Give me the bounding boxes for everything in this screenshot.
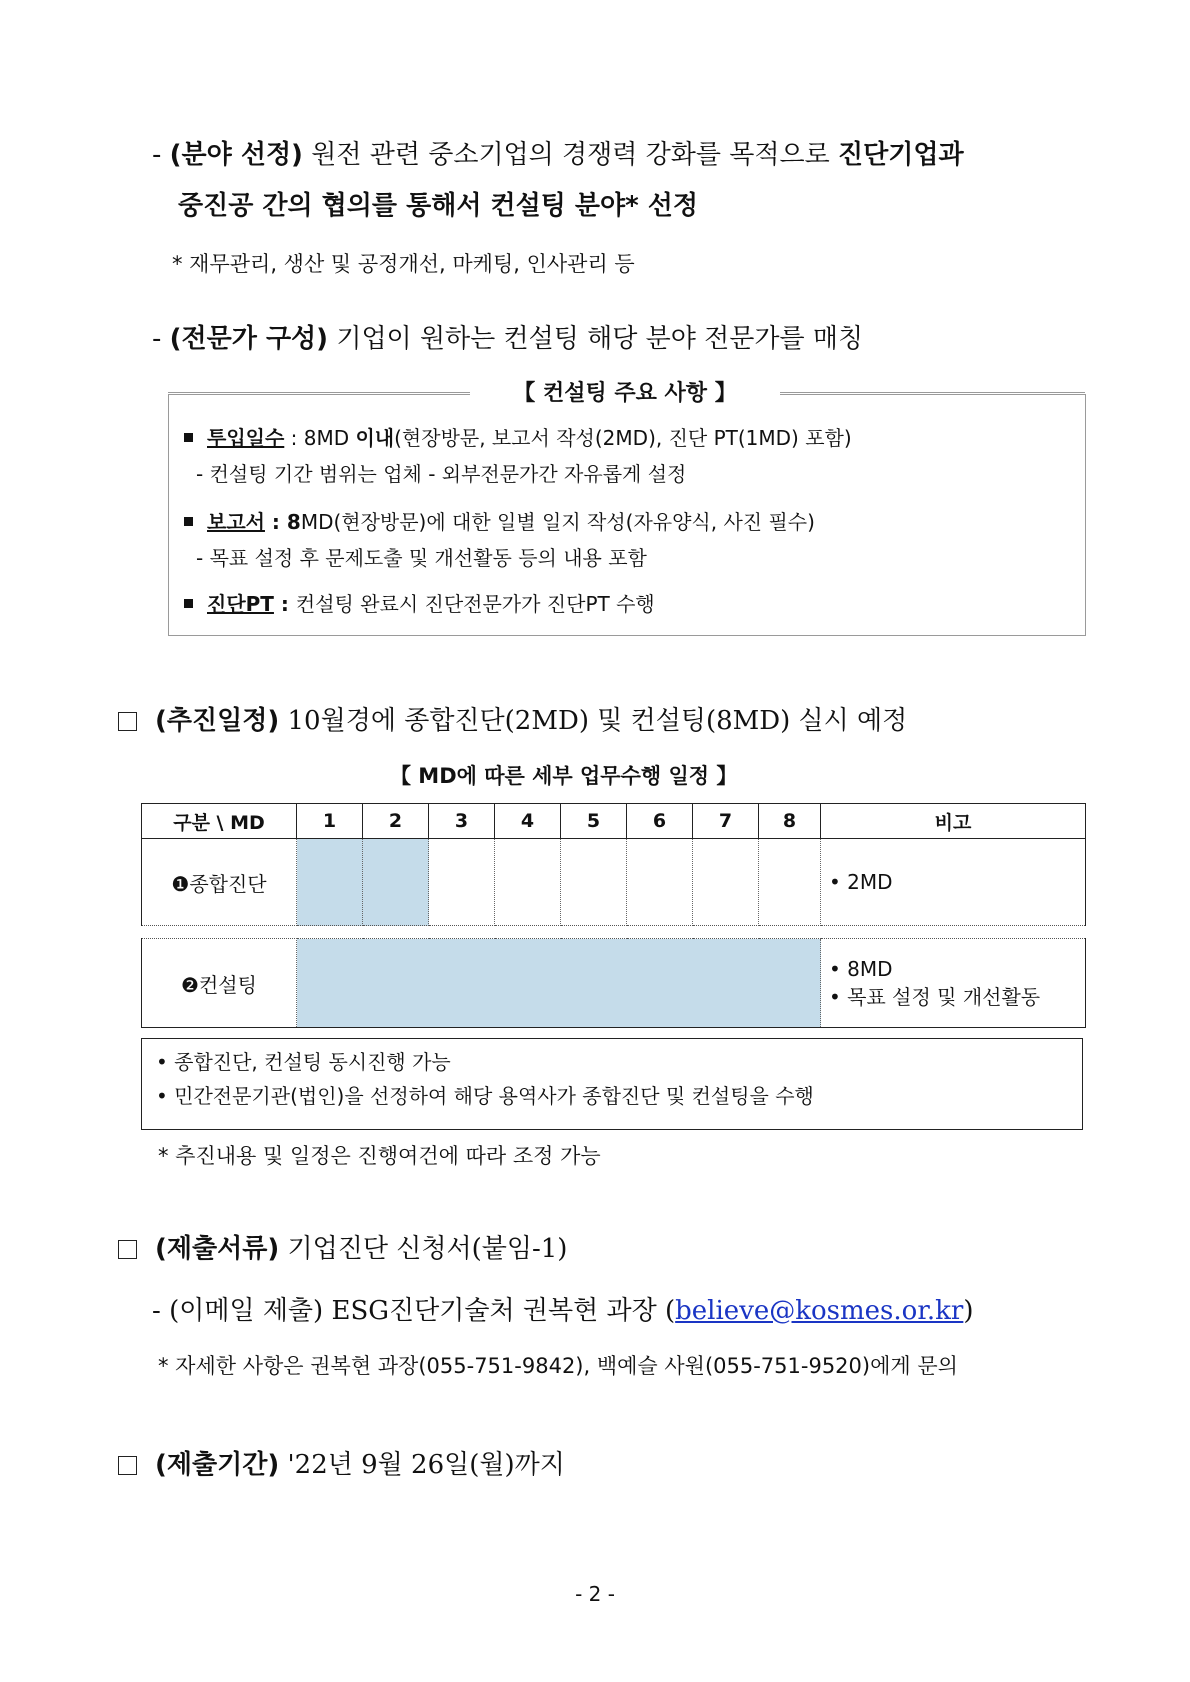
header-cell: 6 — [627, 804, 693, 839]
schedule-table — [141, 803, 1086, 1028]
row-note-line: • 2MD — [829, 870, 893, 894]
md-cell — [693, 839, 759, 926]
consulting-item-bold: 이내 — [355, 426, 395, 450]
schedule-heading — [118, 700, 907, 737]
checkbox-icon — [118, 1456, 137, 1475]
field-selection-label: (분야 선정) — [169, 140, 303, 170]
header-cell: 4 — [495, 804, 561, 839]
expert-composition-line — [152, 318, 863, 355]
email-close: ) — [963, 1296, 974, 1326]
consulting-item-label: 보고서 — [207, 510, 265, 534]
md-cell — [759, 939, 821, 1028]
schedule-table-title: 【 MD에 따른 세부 업무수행 일정 】 — [390, 764, 738, 788]
row-name: ❷컨설팅 — [142, 939, 297, 1028]
header-cell: 비고 — [821, 804, 1086, 839]
field-selection-note: * 재무관리, 생산 및 공정개선, 마케팅, 인사관리 등 — [172, 252, 635, 276]
box-top-rule — [168, 392, 470, 393]
header-cell: 2 — [363, 804, 429, 839]
header-cell: 5 — [561, 804, 627, 839]
md-cell — [429, 839, 495, 926]
contact-note: * 자세한 사항은 권복현 과장(055-751-9842), 백예슬 사원(055-751-9520)에게 문의 — [158, 1354, 958, 1378]
header-cell: 7 — [693, 804, 759, 839]
table-row — [142, 839, 1086, 926]
md-cell — [363, 839, 429, 926]
md-cell — [561, 839, 627, 926]
schedule-footnote: * 추진내용 및 일정은 진행여건에 따라 조정 가능 — [158, 1144, 601, 1168]
md-cell — [627, 939, 693, 1028]
md-cell — [693, 939, 759, 1028]
email-line — [152, 1290, 974, 1327]
table-note: • 민간전문기관(법인)을 선정하여 해당 용역사가 종합진단 및 컨설팅을 수행 — [156, 1084, 814, 1108]
email-link[interactable]: believe@kosmes.or.kr — [675, 1296, 964, 1326]
table-note: • 종합진단, 컨설팅 동시진행 가능 — [156, 1050, 451, 1074]
square-bullet-icon — [184, 599, 193, 608]
field-selection-line2: 중진공 간의 협의를 통해서 컨설팅 분야* 선정 — [178, 191, 698, 221]
md-cell — [297, 939, 363, 1028]
schedule-label: (추진일정) — [155, 706, 280, 736]
page-number: - 2 - — [575, 1582, 615, 1606]
dash: - — [152, 140, 162, 170]
field-selection-text: 원전 관련 중소기업의 경쟁력 강화를 목적으로 — [311, 140, 830, 170]
row-note-line: • 목표 설정 및 개선활동 — [829, 985, 1041, 1009]
consulting-box-title: 【 컨설팅 주요 사항 】 — [470, 374, 780, 414]
expert-composition-text: 기업이 원하는 컨설팅 해당 분야 전문가를 매칭 — [336, 324, 864, 354]
documents-label: (제출서류) — [155, 1234, 280, 1264]
row-note — [821, 839, 1086, 926]
consulting-item-label: 진단PT — [207, 592, 274, 616]
square-bullet-icon — [184, 517, 193, 526]
md-cell — [561, 939, 627, 1028]
consulting-item-text: 컨설팅 완료시 진단전문가가 진단PT 수행 — [295, 592, 655, 616]
field-selection-line1 — [152, 134, 964, 171]
field-selection-bold: 진단기업과 — [838, 140, 964, 170]
dash: - — [152, 324, 162, 354]
header-cell: 1 — [297, 804, 363, 839]
md-cell — [363, 939, 429, 1028]
documents-heading — [118, 1228, 567, 1265]
consulting-item-1 — [184, 422, 852, 451]
md-cell — [627, 839, 693, 926]
consulting-item-text: (현장방문, 보고서 작성(2MD), 진단 PT(1MD) 포함) — [394, 426, 852, 450]
box-top-rule — [780, 392, 1085, 393]
consulting-item-sep: : 8 — [264, 510, 301, 534]
md-cell — [297, 839, 363, 926]
checkbox-icon — [118, 712, 137, 731]
md-cell — [495, 839, 561, 926]
md-cell — [495, 939, 561, 1028]
schedule-text: 10월경에 종합진단(2MD) 및 컨설팅(8MD) 실시 예정 — [287, 706, 908, 736]
dash: - — [152, 1296, 161, 1326]
header-cell: 8 — [759, 804, 821, 839]
row-note-line: • 8MD — [829, 957, 893, 981]
consulting-item-sep: : 8MD — [284, 426, 356, 450]
table-row — [142, 939, 1086, 1028]
deadline-label: (제출기간) — [155, 1450, 280, 1480]
row-name: ❶종합진단 — [142, 839, 297, 926]
consulting-item-label: 투입일수 — [207, 426, 285, 450]
consulting-item-3 — [184, 588, 655, 617]
consulting-item-sep: : — [273, 592, 296, 616]
header-cell: 구분 \ MD — [142, 804, 297, 839]
deadline-text: '22년 9월 26일(월)까지 — [287, 1450, 565, 1480]
deadline-heading — [118, 1444, 565, 1481]
header-cell: 3 — [429, 804, 495, 839]
table-header-row — [142, 804, 1086, 839]
documents-text: 기업진단 신청서(붙임-1) — [287, 1234, 568, 1264]
consulting-item-2 — [184, 506, 815, 535]
md-cell — [429, 939, 495, 1028]
square-bullet-icon — [184, 433, 193, 442]
table-notes-box — [141, 1038, 1083, 1130]
row-note — [821, 939, 1086, 1028]
email-text: ESG진단기술처 권복현 과장 ( — [331, 1296, 676, 1326]
consulting-item-1-sub: - 컨설팅 기간 범위는 업체 - 외부전문가간 자유롭게 설정 — [196, 462, 687, 486]
expert-composition-label: (전문가 구성) — [169, 324, 329, 354]
consulting-item-2-sub: - 목표 설정 후 문제도출 및 개선활동 등의 내용 포함 — [196, 546, 647, 570]
md-cell — [759, 839, 821, 926]
consulting-item-text: MD(현장방문)에 대한 일별 일지 작성(자유양식, 사진 필수) — [300, 510, 815, 534]
email-label: (이메일 제출) — [169, 1296, 324, 1326]
checkbox-icon — [118, 1240, 137, 1259]
